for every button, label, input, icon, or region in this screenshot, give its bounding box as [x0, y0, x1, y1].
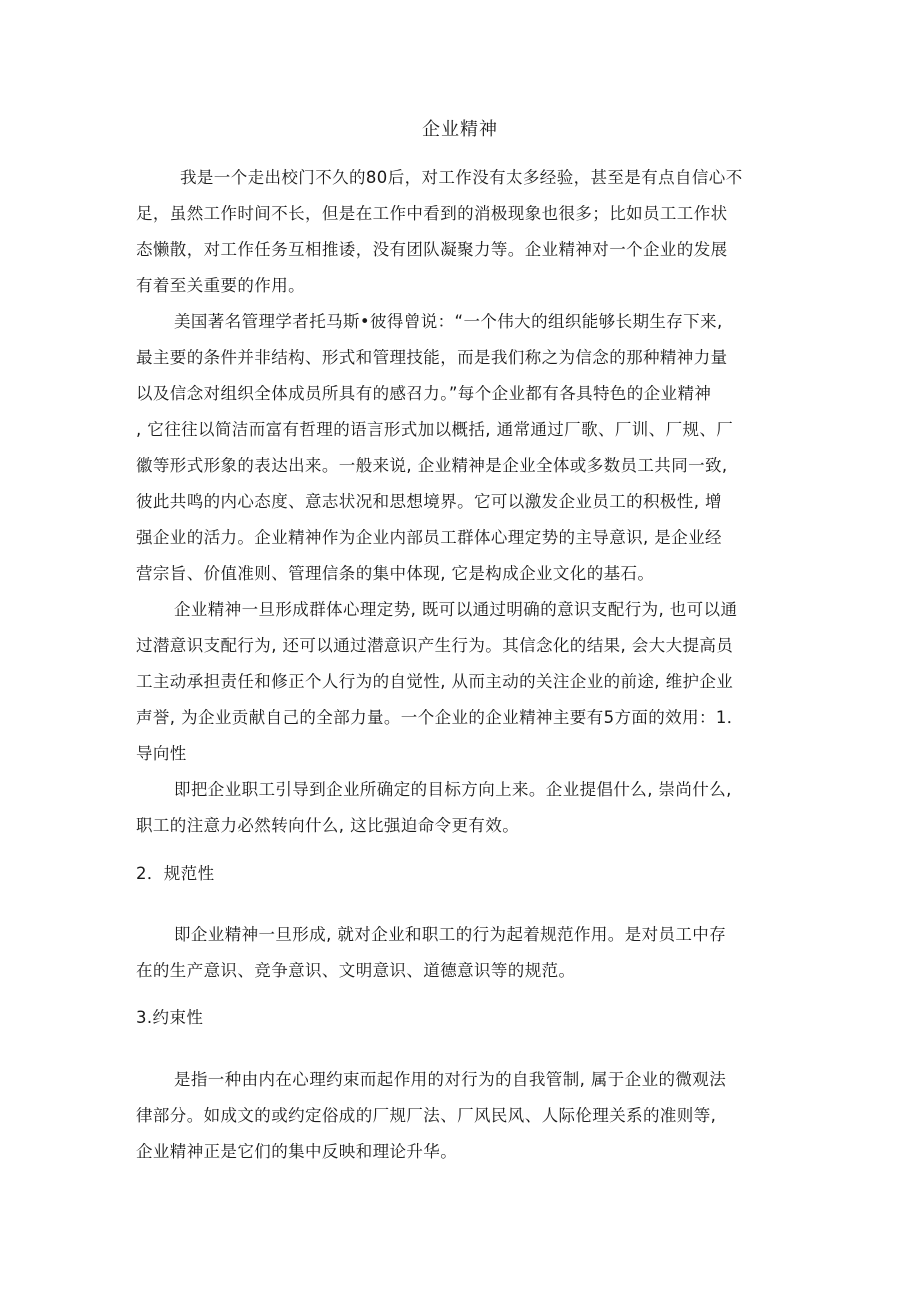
text-line: 声誉, 为企业贡献自己的全部力量。一个企业的企业精神主要有5方面的效用：1．	[136, 708, 744, 727]
paragraph-guidance	[136, 772, 788, 844]
text-line: 美国著名管理学者托马斯•彼得曾说：“一个伟大的组织能够长期生存下来,	[174, 312, 723, 331]
text-line: 最主要的条件并非结构、形式和管理技能，而是我们称之为信念的那种精神力量	[136, 348, 728, 367]
text-line: 职工的注意力必然转向什么, 这比强迫命令更有效。	[136, 816, 520, 835]
text-line: 足，虽然工作时间不长，但是在工作中看到的消极现象也很多；比如员工工作状	[136, 204, 728, 223]
text-line: 营宗旨、价值准则、管理信条的集中体现, 它是构成企业文化的基石。	[136, 564, 655, 583]
text-line: 导向性	[136, 744, 187, 763]
text-line: 即企业精神一旦形成, 就对企业和职工的行为起着规范作用。是对员工中存	[174, 925, 727, 944]
section-heading-norms: 2．规范性	[136, 864, 215, 883]
text-line: 以及信念对组织全体成员所具有的感召力。”每个企业都有各具特色的企业精神	[136, 384, 712, 403]
text-line: 过潜意识支配行为, 还可以通过潜意识产生行为。其信念化的结果, 会大大提高员	[136, 636, 734, 655]
text-line: 律部分。如成文的或约定俗成的厂规厂法、厂风民风、人际伦理关系的准则等,	[136, 1106, 717, 1125]
text-line: , 它往往以简洁而富有哲理的语言形式加以概括, 通常通过厂歌、厂训、厂规、厂	[136, 420, 734, 439]
paragraph-effects	[136, 592, 788, 772]
paragraph-constraint	[136, 1062, 788, 1170]
text-line: 我是一个走出校门不久的80后，对工作没有太多经验，甚至是有点自信心不	[180, 168, 743, 187]
section-heading-constraint: 3.约束性	[136, 1008, 204, 1027]
text-line: 有着至关重要的作用。	[136, 276, 305, 295]
text-line: 徽等形式形象的表达出来。一般来说, 企业精神是企业全体或多数员工共同一致,	[136, 456, 728, 475]
paragraph-quote	[136, 304, 788, 592]
text-line: 态懒散，对工作任务互相推诿，没有团队凝聚力等。企业精神对一个企业的发展	[136, 240, 728, 259]
paragraph-intro	[136, 160, 788, 304]
page-title: 企业精神	[422, 119, 498, 140]
text-line: 彼此共鸣的内心态度、意志状况和思想境界。它可以激发企业员工的积极性, 增	[136, 492, 722, 511]
text-line: 企业精神一旦形成群体心理定势, 既可以通过明确的意识支配行为, 也可以通	[174, 600, 738, 619]
text-line: 企业精神正是它们的集中反映和理论升华。	[136, 1142, 458, 1161]
text-line: 是指一种由内在心理约束而起作用的对行为的自我管制, 属于企业的微观法	[174, 1070, 727, 1089]
text-line: 在的生产意识、竞争意识、文明意识、道德意识等的规范。	[136, 961, 576, 980]
text-line: 强企业的活力。企业精神作为企业内部员工群体心理定势的主导意识, 是企业经	[136, 528, 722, 547]
paragraph-norms	[136, 917, 788, 989]
text-line: 工主动承担责任和修正个人行为的自觉性, 从而主动的关注企业的前途, 维护企业	[136, 672, 734, 691]
text-line: 即把企业职工引导到企业所确定的目标方向上来。企业提倡什么, 崇尚什么,	[174, 780, 732, 799]
